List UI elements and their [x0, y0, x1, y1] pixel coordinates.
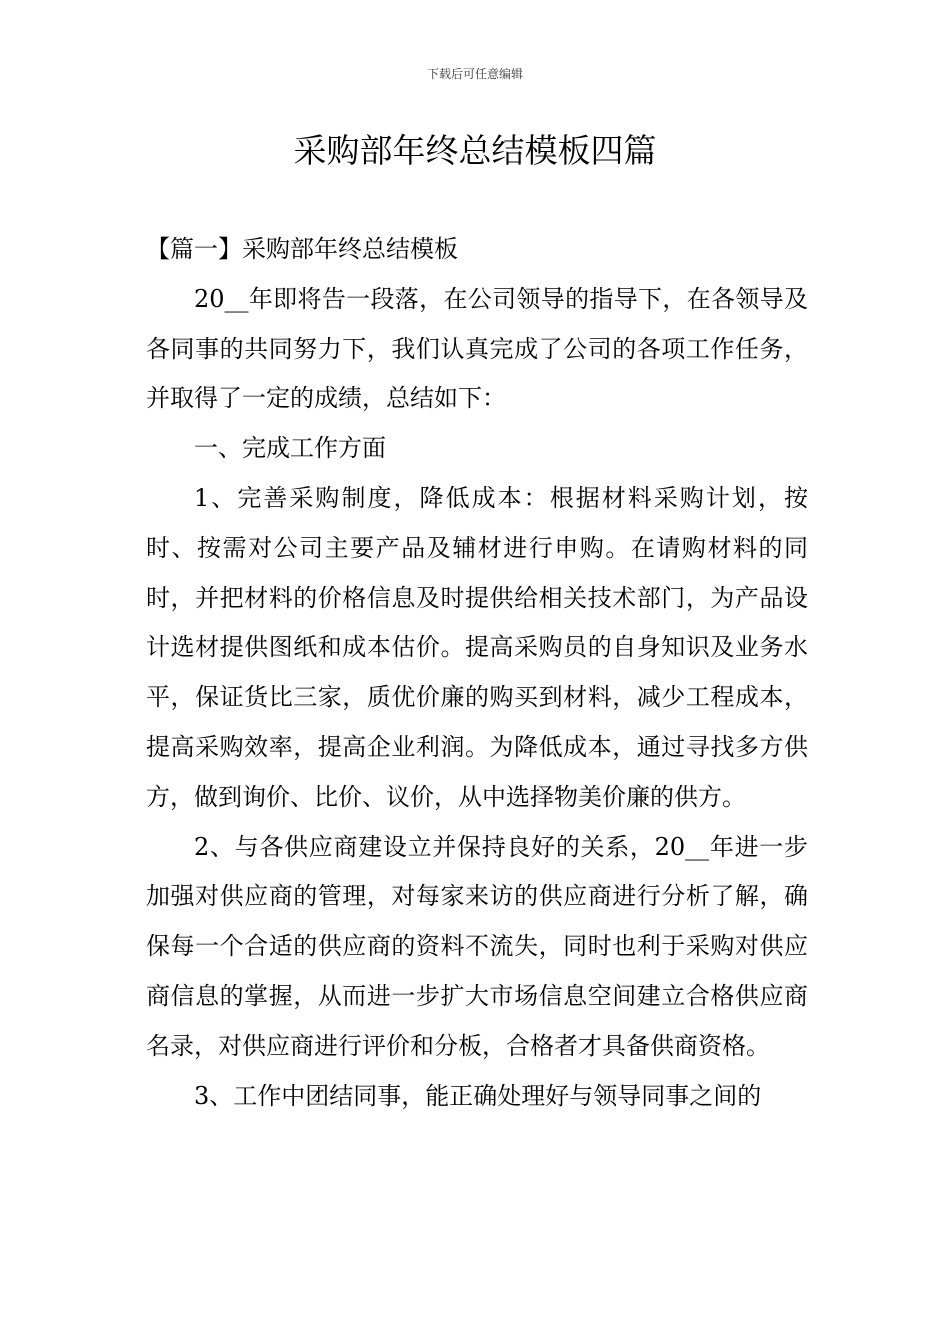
paragraph-item-1: 1、完善采购制度，降低成本：根据材料采购计划，按时、按需对公司主要产品及辅材进行申购。在请购材料的同时，并把材料的价格信息及时提供给相关技术部门，为产品设计选材提供图纸和成本估价。提高采购员的自身知识及业务水平，保证货比三家，质优价廉的购买到材料，减少工程成本，提高采购效率，提高企业利润。为降低成本，通过寻找多方供方，做到询价、比价、议价，从中选择物美价廉的供方。 — [146, 483, 808, 811]
paragraph-intro: 20__年即将告一段落，在公司领导的指导下，在各领导及各同事的共同努力下，我们认真完成了公司的各项工作任务，并取得了一定的成绩，总结如下： — [146, 284, 808, 413]
section-heading: 【篇一】采购部年终总结模板 — [146, 235, 458, 263]
paragraph-item-2: 2、与各供应商建设立并保持良好的关系，20__年进一步加强对供应商的管理，对每家来访的供应商进行分析了解，确保每一个合适的供应商的资料不流失，同时也利于采购对供应商信息的掌握，从而进一步扩大市场信息空间建立合格供应商名录，对供应商进行评价和分板，合格者才具备供商资格。 — [146, 832, 808, 1060]
document-title: 采购部年终总结模板四篇 — [293, 131, 657, 170]
subheading-completed-work: 一、完成工作方面 — [194, 434, 386, 463]
paragraph-item-3: 3、工作中团结同事，能正确处理好与领导同事之间的 — [194, 1081, 762, 1110]
page-header-note: 下载后可任意编辑 — [426, 67, 523, 81]
document-body — [146, 225, 808, 1121]
